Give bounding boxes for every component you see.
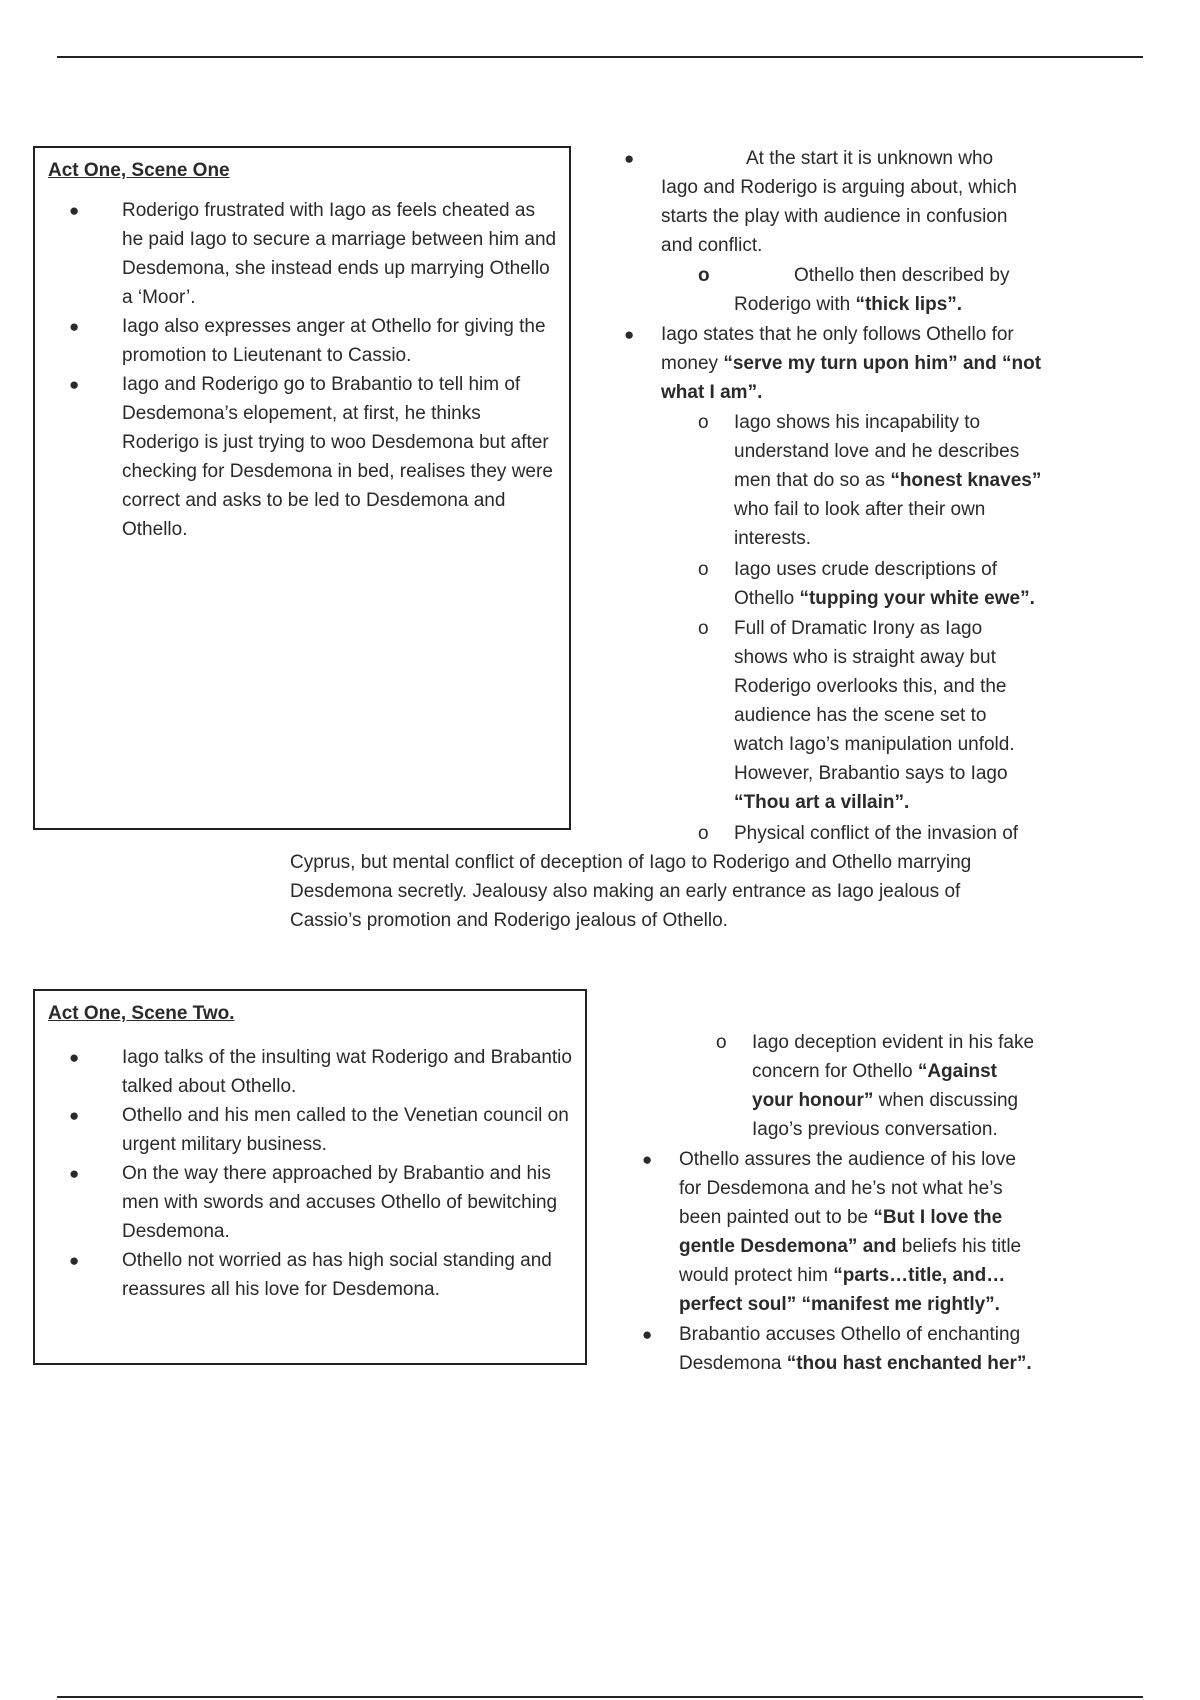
scene-two-box bbox=[33, 989, 587, 1365]
note-line: men that do so as “honest knaves” bbox=[734, 470, 1042, 491]
bullet-icon: ● bbox=[69, 317, 80, 336]
bullet-icon: ● bbox=[69, 1048, 80, 1067]
note-line: Cassio’s promotion and Roderigo jealous of Othello. bbox=[290, 910, 728, 931]
note-line: Desdemona secretly. Jealousy also making an early entrance as Iago jealous of bbox=[290, 881, 961, 902]
sub-bullet-icon: o bbox=[716, 1032, 727, 1053]
bullet-icon: ● bbox=[642, 1150, 653, 1169]
sub-bullet-icon: o bbox=[698, 265, 710, 286]
note-line: Othello “tupping your white ewe”. bbox=[734, 588, 1035, 609]
note-line: would protect him “parts…title, and… bbox=[679, 1265, 1006, 1286]
sub-bullet-icon: o bbox=[698, 559, 709, 580]
footer-rule bbox=[57, 1696, 1143, 1698]
note-line: Physical conflict of the invasion of bbox=[734, 823, 1019, 844]
note-line: for Desdemona and he’s not what he’s bbox=[679, 1178, 1003, 1199]
note-line: Iago deception evident in his fake bbox=[752, 1032, 1035, 1053]
sub-bullet-icon: o bbox=[698, 823, 709, 844]
note-line: “Thou art a villain”. bbox=[734, 792, 910, 813]
scene-one-bullets bbox=[35, 196, 561, 544]
note-line: Iago uses crude descriptions of bbox=[734, 559, 997, 580]
note-line: and conflict. bbox=[661, 235, 763, 256]
bullet-icon: ● bbox=[69, 1164, 80, 1183]
note-line: Iago and Roderigo is arguing about, which bbox=[661, 177, 1017, 198]
list-item: ● Iago and Roderigo go to Brabantio to tell him of Desdemona’s elopement, at first, he thinks Roderigo is just trying to woo Desdemona but after checking for Desdemona in bed, realises they were correct and asks to be led to Desdemona and Othello. bbox=[35, 370, 561, 544]
note-line: audience has the scene set to bbox=[734, 705, 987, 726]
note-line: concern for Othello “Against bbox=[752, 1061, 997, 1082]
note-line: shows who is straight away but bbox=[734, 647, 996, 668]
note-line: understand love and he describes bbox=[734, 441, 1020, 462]
note-line: starts the play with audience in confusion bbox=[661, 206, 1008, 227]
note-line: been painted out to be “But I love the bbox=[679, 1207, 1003, 1228]
list-item: ● Othello not worried as has high social standing and reassures all his love for Desdemona. bbox=[35, 1246, 577, 1304]
note-line: who fail to look after their own bbox=[734, 499, 986, 520]
scene-one-box bbox=[33, 146, 571, 830]
note-line: perfect soul” “manifest me rightly”. bbox=[679, 1294, 1000, 1315]
bullet-icon: ● bbox=[624, 325, 635, 344]
bullet-icon: ● bbox=[69, 1106, 80, 1125]
note-line: watch Iago’s manipulation unfold. bbox=[734, 734, 1015, 755]
note-line: Iago’s previous conversation. bbox=[752, 1119, 998, 1140]
bullet-icon: ● bbox=[69, 375, 80, 394]
note-line: Brabantio accuses Othello of enchanting bbox=[679, 1324, 1021, 1345]
note-line: money “serve my turn upon him” and “not bbox=[661, 353, 1042, 374]
note-line: your honour” when discussing bbox=[752, 1090, 1019, 1111]
scene-one-title: Act One, Scene One bbox=[48, 160, 230, 181]
note-line: Roderigo with “thick lips”. bbox=[734, 294, 963, 315]
note-line: Iago states that he only follows Othello for bbox=[661, 324, 1014, 345]
bullet-icon: ● bbox=[69, 1251, 80, 1270]
note-line: Desdemona “thou hast enchanted her”. bbox=[679, 1353, 1032, 1374]
list-item: ● Othello and his men called to the Venetian council on urgent military business. bbox=[35, 1101, 577, 1159]
header-rule bbox=[57, 56, 1143, 58]
note-line: gentle Desdemona” and beliefs his title bbox=[679, 1236, 1022, 1257]
note-line: However, Brabantio says to Iago bbox=[734, 763, 1008, 784]
note-line: Iago shows his incapability to bbox=[734, 412, 981, 433]
sub-bullet-icon: o bbox=[698, 412, 709, 433]
note-line: Cyprus, but mental conflict of deception of Iago to Roderigo and Othello marrying bbox=[290, 852, 972, 873]
list-item: ● Iago talks of the insulting wat Roderigo and Brabantio talked about Othello. bbox=[35, 1043, 577, 1101]
note-line: Full of Dramatic Irony as Iago bbox=[734, 618, 983, 639]
list-item: ● Roderigo frustrated with Iago as feels cheated as he paid Iago to secure a marriage between him and Desdemona, she instead ends up marrying Othello a ‘Moor’. bbox=[35, 196, 561, 312]
sub-bullet-icon: o bbox=[698, 618, 709, 639]
bullet-icon: ● bbox=[624, 149, 635, 168]
note-line: Othello then described by bbox=[794, 265, 1010, 286]
note-line: interests. bbox=[734, 528, 812, 549]
bullet-icon: ● bbox=[69, 201, 80, 220]
list-item: ● On the way there approached by Brabantio and his men with swords and accuses Othello of bewitching Desdemona. bbox=[35, 1159, 577, 1246]
note-line: Othello assures the audience of his love bbox=[679, 1149, 1016, 1170]
bullet-icon: ● bbox=[642, 1325, 653, 1344]
scene-two-title: Act One, Scene Two. bbox=[48, 1003, 235, 1024]
list-item: ● Iago also expresses anger at Othello for giving the promotion to Lieutenant to Cassio. bbox=[35, 312, 561, 370]
note-line: Roderigo overlooks this, and the bbox=[734, 676, 1007, 697]
scene-two-bullets bbox=[35, 1043, 577, 1304]
note-line: what I am”. bbox=[661, 382, 763, 403]
note-line: At the start it is unknown who bbox=[746, 148, 994, 169]
